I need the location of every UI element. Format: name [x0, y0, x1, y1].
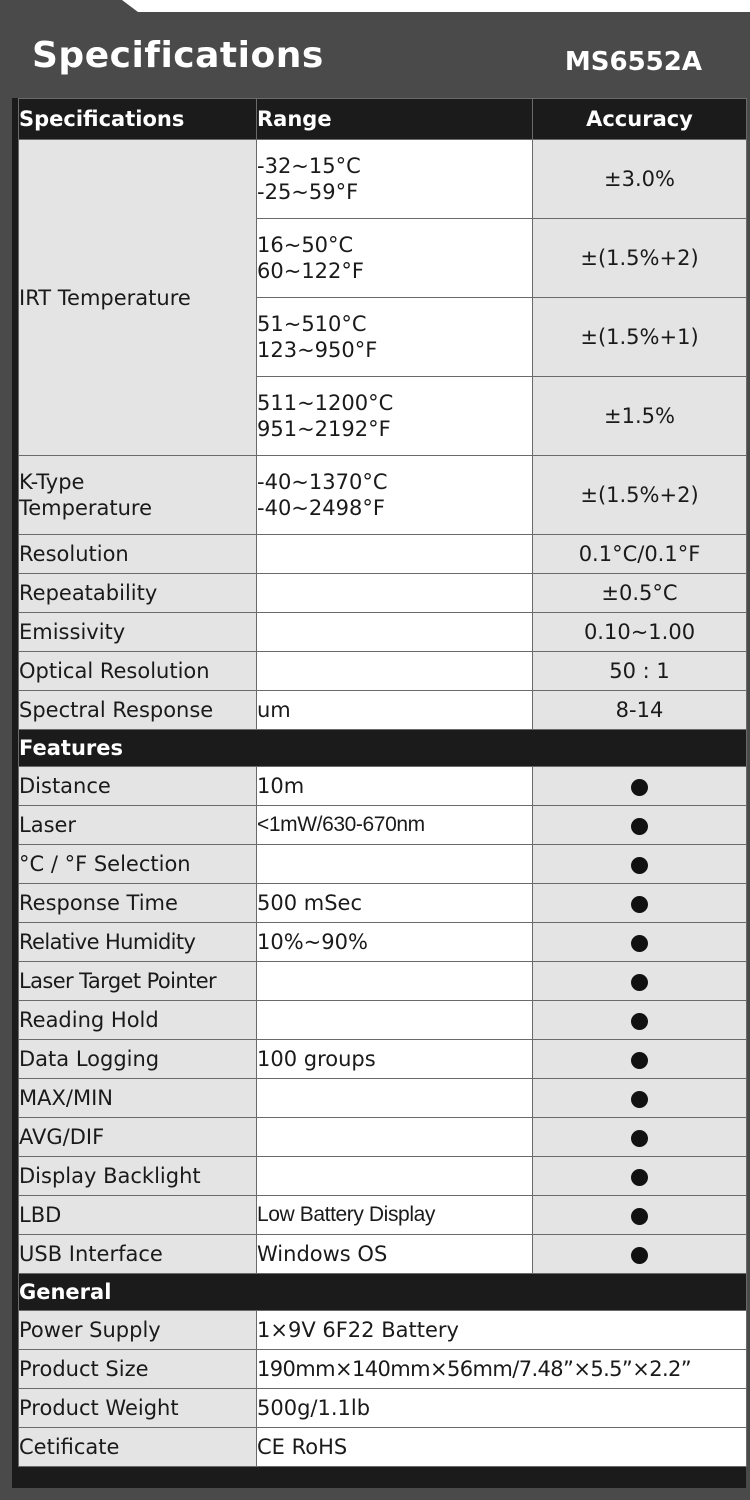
- spec-range: [257, 535, 533, 574]
- feature-range: 500 mSec: [257, 884, 533, 923]
- general-value: 500g/1.1lb: [257, 1389, 747, 1428]
- feature-row-avg-dif: [19, 1118, 747, 1157]
- general-section-row: [19, 1274, 747, 1311]
- feature-label: Reading Hold: [19, 1001, 257, 1040]
- spec-range: [257, 613, 533, 652]
- general-label: Product Weight: [19, 1389, 257, 1428]
- feature-row-display-backlight: [19, 1157, 747, 1196]
- feature-range: 10m: [257, 767, 533, 806]
- spec-row-emissivity: [19, 613, 747, 652]
- feature-range: [257, 1079, 533, 1118]
- filled-circle-icon: [631, 974, 648, 991]
- filled-circle-icon: [631, 779, 648, 796]
- feature-label: MAX/MIN: [19, 1079, 257, 1118]
- general-value: 1×9V 6F22 Battery: [257, 1311, 747, 1350]
- feature-range: [257, 962, 533, 1001]
- irt-row-1: [19, 140, 747, 219]
- spec-range: [257, 574, 533, 613]
- general-row-certificate: [19, 1428, 747, 1467]
- spec-label: Spectral Response: [19, 691, 257, 730]
- spec-range: um: [257, 691, 533, 730]
- filled-circle-icon: [631, 1130, 648, 1147]
- spec-accuracy: 50 : 1: [533, 652, 747, 691]
- spec-label: Emissivity: [19, 613, 257, 652]
- filled-circle-icon: [631, 818, 648, 835]
- feature-range: [257, 1001, 533, 1040]
- feature-label: AVG/DIF: [19, 1118, 257, 1157]
- feature-row-max-min: [19, 1079, 747, 1118]
- feature-label: LBD: [19, 1196, 257, 1235]
- feature-range: [257, 845, 533, 884]
- general-label: Product Size: [19, 1350, 257, 1389]
- feature-row-reading-hold: [19, 1001, 747, 1040]
- feature-marker: [533, 1079, 747, 1118]
- feature-label: USB Interface: [19, 1235, 257, 1274]
- model-number: MS6552A: [564, 47, 702, 77]
- filled-circle-icon: [631, 1052, 648, 1069]
- feature-marker: [533, 1040, 747, 1079]
- spec-accuracy: 8-14: [533, 691, 747, 730]
- feature-label: °C / °F Selection: [19, 845, 257, 884]
- features-section-row: [19, 730, 747, 767]
- spec-label: Optical Resolution: [19, 652, 257, 691]
- irt-range-4: 511~1200°C 951~2192°F: [257, 377, 533, 456]
- spec-table: [18, 98, 747, 1467]
- feature-marker: [533, 845, 747, 884]
- ktype-range: -40~1370°C -40~2498°F: [257, 456, 533, 535]
- feature-row-response-time: [19, 884, 747, 923]
- feature-row-laser-target-pointer: [19, 962, 747, 1001]
- spec-accuracy: 0.1°C/0.1°F: [533, 535, 747, 574]
- filled-circle-icon: [631, 1169, 648, 1186]
- ktype-label: K-Type Temperature: [19, 456, 257, 535]
- feature-marker: [533, 767, 747, 806]
- feature-label: Display Backlight: [19, 1157, 257, 1196]
- feature-label: Data Logging: [19, 1040, 257, 1079]
- ktype-row: [19, 456, 747, 535]
- general-value: 190mm×140mm×56mm/7.48”×5.5”×2.2”: [257, 1350, 747, 1389]
- page-title: Specifications: [32, 35, 324, 76]
- spec-accuracy: ±0.5°C: [533, 574, 747, 613]
- feature-label: Laser: [19, 806, 257, 845]
- feature-marker: [533, 962, 747, 1001]
- spec-row-resolution: [19, 535, 747, 574]
- feature-marker: [533, 1118, 747, 1157]
- filled-circle-icon: [631, 1013, 648, 1030]
- irt-accuracy-4: ±1.5%: [533, 377, 747, 456]
- ktype-accuracy: ±(1.5%+2): [533, 456, 747, 535]
- feature-marker: [533, 1157, 747, 1196]
- feature-marker: [533, 884, 747, 923]
- filled-circle-icon: [631, 896, 648, 913]
- irt-label: IRT Temperature: [19, 140, 257, 456]
- features-title: Features: [19, 730, 747, 767]
- title-banner: [0, 12, 750, 98]
- feature-label: Response Time: [19, 884, 257, 923]
- general-title: General: [19, 1274, 747, 1311]
- feature-row-usb-interface: [19, 1235, 747, 1274]
- header-accuracy: Accuracy: [533, 99, 747, 140]
- feature-label: Relative Humidity: [19, 923, 257, 962]
- filled-circle-icon: [631, 935, 648, 952]
- general-row-product-size: [19, 1350, 747, 1389]
- feature-range: Low Battery Display: [257, 1196, 533, 1235]
- spec-accuracy: 0.10~1.00: [533, 613, 747, 652]
- header-row: [19, 99, 747, 140]
- filled-circle-icon: [631, 857, 648, 874]
- feature-row-lbd: [19, 1196, 747, 1235]
- general-row-product-weight: [19, 1389, 747, 1428]
- feature-range: 100 groups: [257, 1040, 533, 1079]
- feature-range: <1mW/630-670nm: [257, 806, 533, 845]
- spec-row-optical-resolution: [19, 652, 747, 691]
- irt-range-2: 16~50°C 60~122°F: [257, 219, 533, 298]
- feature-row-relative-humidity: [19, 923, 747, 962]
- spec-row-spectral-response: [19, 691, 747, 730]
- feature-label: Distance: [19, 767, 257, 806]
- feature-marker: [533, 806, 747, 845]
- feature-marker: [533, 1001, 747, 1040]
- filled-circle-icon: [631, 1091, 648, 1108]
- general-value: CE RoHS: [257, 1428, 747, 1467]
- feature-row-data-logging: [19, 1040, 747, 1079]
- general-label: Power Supply: [19, 1311, 257, 1350]
- filled-circle-icon: [631, 1208, 648, 1225]
- header-range: Range: [257, 99, 533, 140]
- feature-marker: [533, 1196, 747, 1235]
- feature-row-laser: [19, 806, 747, 845]
- irt-accuracy-3: ±(1.5%+1): [533, 298, 747, 377]
- feature-range: 10%~90%: [257, 923, 533, 962]
- irt-range-3: 51~510°C 123~950°F: [257, 298, 533, 377]
- feature-label: Laser Target Pointer: [19, 962, 257, 1001]
- spec-range: [257, 652, 533, 691]
- feature-range: [257, 1157, 533, 1196]
- feature-row-unit-selection: [19, 845, 747, 884]
- spec-row-repeatability: [19, 574, 747, 613]
- header-specifications: Specifications: [19, 99, 257, 140]
- general-label: Cetificate: [19, 1428, 257, 1467]
- spec-label: Resolution: [19, 535, 257, 574]
- feature-row-distance: [19, 767, 747, 806]
- irt-accuracy-2: ±(1.5%+2): [533, 219, 747, 298]
- feature-marker: [533, 1235, 747, 1274]
- feature-range: Windows OS: [257, 1235, 533, 1274]
- irt-accuracy-1: ±3.0%: [533, 140, 747, 219]
- feature-marker: [533, 923, 747, 962]
- general-row-power-supply: [19, 1311, 747, 1350]
- filled-circle-icon: [631, 1247, 648, 1264]
- irt-range-1: -32~15°C -25~59°F: [257, 140, 533, 219]
- spec-label: Repeatability: [19, 574, 257, 613]
- feature-range: [257, 1118, 533, 1157]
